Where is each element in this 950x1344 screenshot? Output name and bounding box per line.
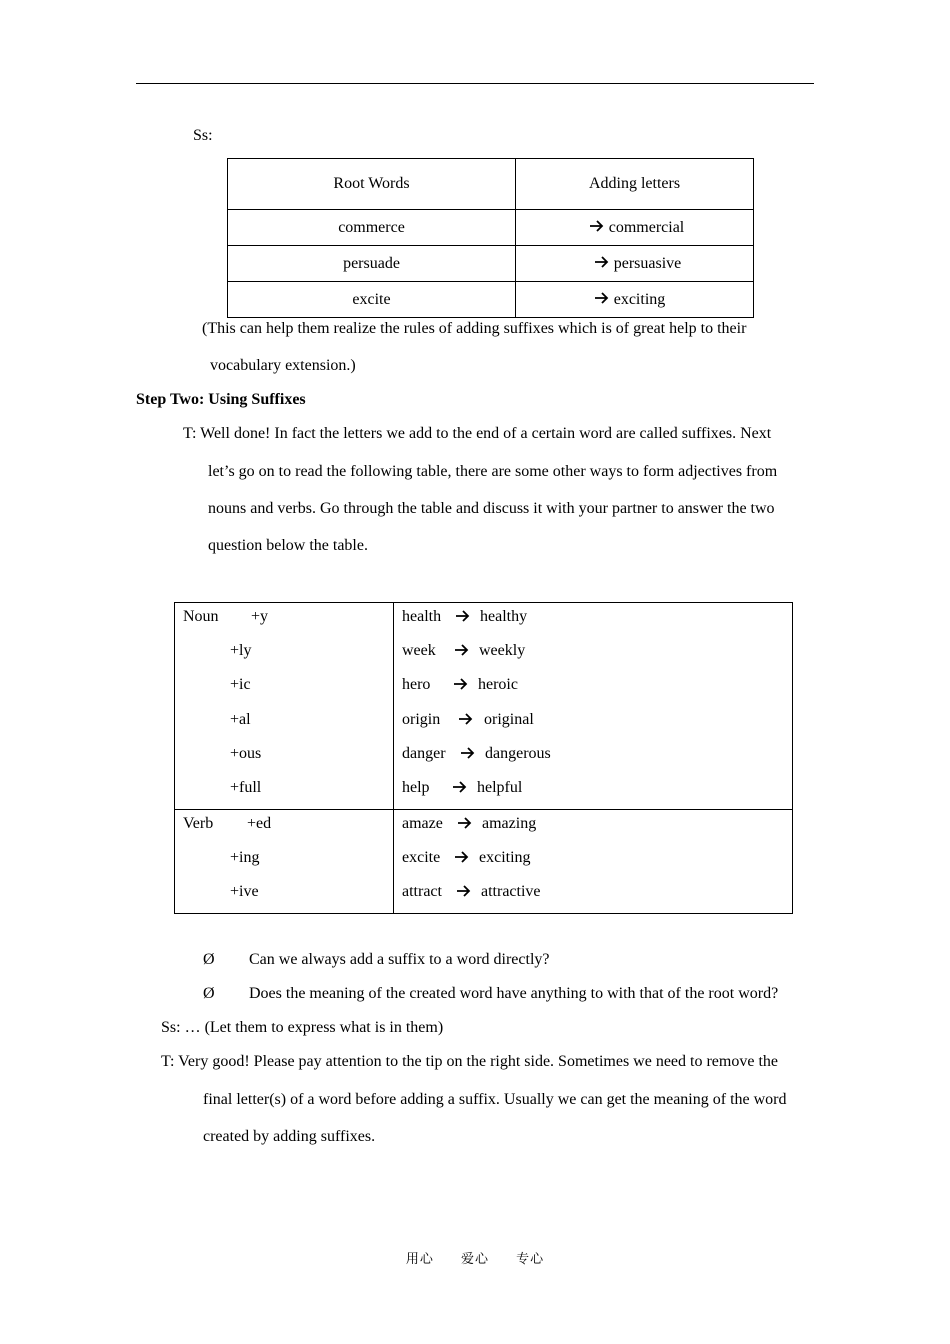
question-1: Can we always add a suffix to a word directly? — [249, 951, 550, 968]
suffix: +ed — [247, 815, 272, 832]
derived-word: attractive — [481, 883, 541, 901]
root-words-table — [227, 158, 754, 318]
result-cell — [516, 246, 754, 282]
example-row — [394, 706, 792, 740]
teacher-para2-line-2: final letter(s) of a word before adding a suffix. Usually we can get the meaning of the word — [203, 1091, 787, 1108]
ss-response: Ss: … (Let them to express what is in them) — [161, 1019, 444, 1036]
example-row — [394, 844, 792, 878]
example-row — [394, 603, 792, 637]
verb-label: Verb — [183, 815, 214, 832]
right-arrow-icon — [594, 291, 610, 305]
derived-word: dangerous — [485, 744, 551, 762]
right-arrow-icon — [452, 780, 468, 794]
result-cell — [516, 282, 754, 318]
footer-word: 专心 — [516, 1252, 545, 1267]
base-word: help — [402, 778, 430, 796]
table-row — [228, 246, 754, 282]
right-arrow-icon — [453, 677, 469, 691]
base-word: hero — [402, 676, 431, 694]
root-word: persuade — [228, 246, 516, 282]
right-arrow-icon — [589, 219, 605, 233]
note-line-1: (This can help them realize the rules of adding suffixes which is of great help to their — [202, 320, 747, 337]
suffix: +ing — [230, 849, 260, 867]
base-word: amaze — [402, 815, 443, 832]
derived-word: healthy — [480, 608, 528, 625]
page-footer — [0, 1248, 950, 1267]
note-line-2: vocabulary extension.) — [210, 357, 356, 374]
teacher-para-line-1: T: Well done! In fact the letters we add to the end of a certain word are called suffixes. Next — [183, 425, 772, 442]
header-root-words: Root Words — [228, 159, 516, 210]
teacher-para-line-2: let’s go on to read the following table, there are some other ways to form adjectives from — [208, 463, 778, 480]
verb-section — [175, 810, 793, 914]
suffix: +ly — [230, 642, 252, 660]
verb-examples-cell — [394, 810, 793, 914]
derived-word: heroic — [478, 676, 518, 694]
base-word: excite — [402, 849, 441, 867]
noun-suffix-cell — [175, 603, 394, 810]
result-word: persuasive — [613, 254, 682, 272]
noun-section — [175, 603, 793, 810]
suffix: +al — [230, 710, 251, 728]
suffix: +ive — [230, 883, 259, 901]
question-2: Does the meaning of the created word have anything to with that of the root word? — [249, 985, 779, 1002]
bullet-icon: Ø — [203, 985, 215, 1002]
noun-label: Noun — [183, 608, 219, 625]
header-rule — [136, 83, 814, 84]
teacher-para2-line-1: T: Very good! Please pay attention to the tip on the right side. Sometimes we need to remove the — [161, 1053, 778, 1070]
example-row — [394, 637, 792, 671]
footer-word: 爱心 — [460, 1252, 489, 1267]
right-arrow-icon — [594, 255, 610, 269]
example-row — [394, 878, 792, 912]
base-word: week — [402, 642, 436, 660]
header-adding-letters: Adding letters — [516, 159, 754, 210]
derived-word: original — [484, 710, 534, 728]
result-cell — [516, 210, 754, 246]
table-header-row — [228, 159, 754, 210]
example-row — [394, 671, 792, 705]
derived-word: helpful — [477, 778, 523, 796]
suffix: +y — [251, 608, 269, 625]
suffix: +full — [230, 778, 262, 796]
base-word: danger — [402, 744, 446, 762]
bullet-icon: Ø — [203, 951, 215, 968]
footer-word: 用心 — [405, 1252, 434, 1267]
table-row — [228, 210, 754, 246]
right-arrow-icon — [454, 850, 470, 864]
base-word: origin — [402, 710, 441, 728]
table-row — [228, 282, 754, 318]
right-arrow-icon — [454, 643, 470, 657]
result-word: commercial — [608, 218, 685, 236]
right-arrow-icon — [455, 609, 471, 623]
suffix: +ic — [230, 676, 251, 694]
example-row — [394, 740, 792, 774]
ss-label: Ss: — [193, 127, 213, 144]
root-word: commerce — [228, 210, 516, 246]
example-row — [394, 810, 792, 844]
right-arrow-icon — [458, 712, 474, 726]
example-row — [394, 774, 792, 808]
right-arrow-icon — [457, 816, 473, 830]
teacher-para-line-3: nouns and verbs. Go through the table and discuss it with your partner to answer the two — [208, 500, 775, 517]
right-arrow-icon — [456, 884, 472, 898]
derived-word: amazing — [482, 815, 537, 832]
suffix-table — [174, 602, 793, 914]
teacher-para2-line-3: created by adding suffixes. — [203, 1128, 376, 1145]
root-word: excite — [228, 282, 516, 318]
suffix: +ous — [230, 744, 262, 762]
teacher-para-line-4: question below the table. — [208, 537, 368, 554]
result-word: exciting — [613, 290, 666, 308]
right-arrow-icon — [460, 746, 476, 760]
base-word: attract — [402, 883, 442, 901]
derived-word: weekly — [479, 642, 526, 660]
base-word: health — [402, 608, 442, 625]
noun-examples-cell — [394, 603, 793, 810]
derived-word: exciting — [479, 849, 531, 867]
step-heading: Step Two: Using Suffixes — [136, 391, 306, 408]
verb-suffix-cell — [175, 810, 394, 914]
